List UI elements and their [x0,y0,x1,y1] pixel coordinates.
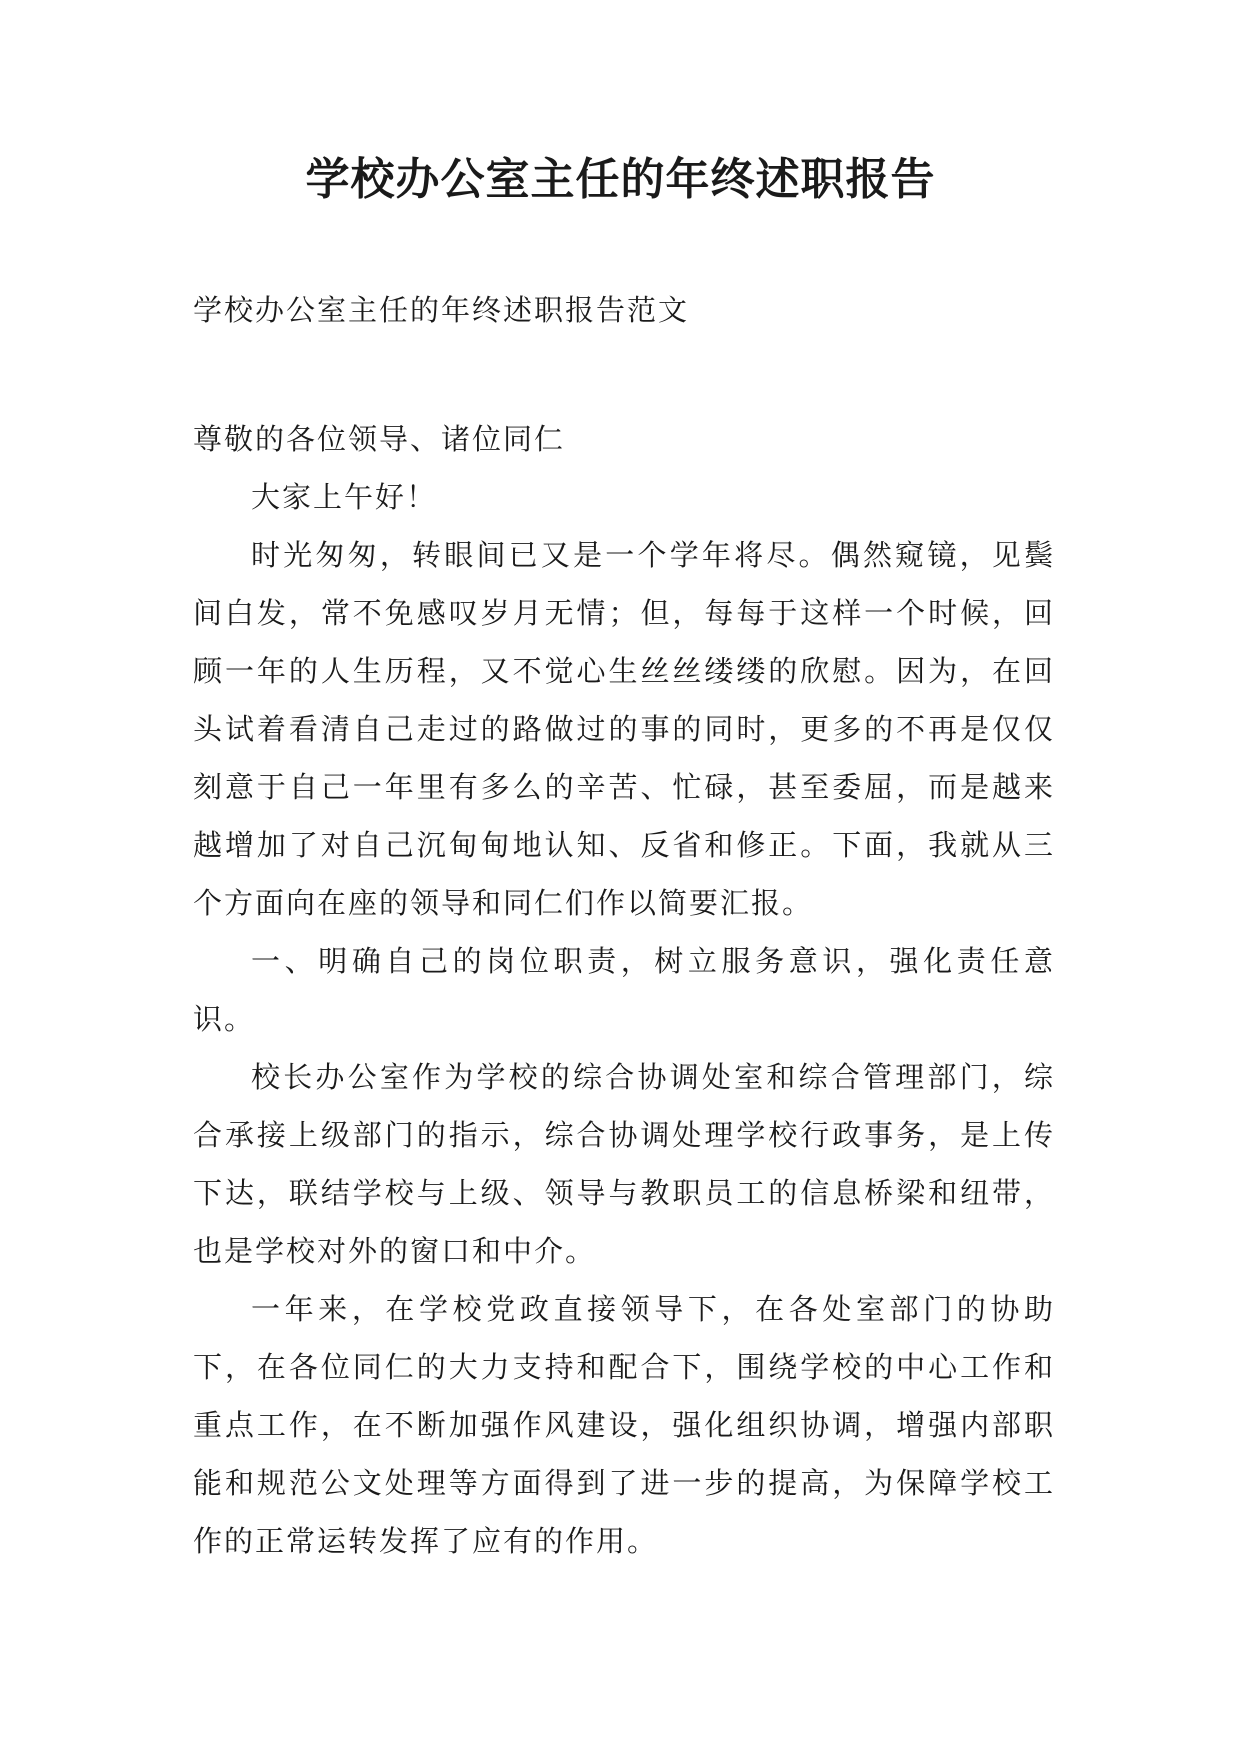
salutation: 尊敬的各位领导、诸位同仁 [193,422,566,456]
greeting: 大家上午好！ [251,480,438,514]
document-subtitle: 学校办公室主任的年终述职报告范文 [193,293,690,327]
paragraph-office-role: 校长办公室作为学校的综合协调处室和综合管理部门，综合承接上级部门的指示，综合协调处理学校行政事务，是上传下达，联结学校与上级、领导与教职员工的信息桥梁和纽带，也是学校对外的窗口和中介。 [193,1060,1055,1268]
section-heading-1: 一、明确自己的岗位职责，树立服务意识，强化责任意识。 [193,944,1055,1036]
document-body [193,410,1055,1570]
paragraph-intro: 时光匆匆，转眼间已又是一个学年将尽。偶然窥镜，见鬓间白发，常不免感叹岁月无情；但，每每于这样一个时候，回顾一年的人生历程，又不觉心生丝丝缕缕的欣慰。因为，在回头试着看清自己走过的路做过的事的同时，更多的不再是仅仅刻意于自己一年里有多么的辛苦、忙碌，甚至委屈，而是越来越增加了对自己沉甸甸地认知、反省和修正。下面，我就从三个方面向在座的领导和同仁们作以简要汇报。 [193,538,1055,920]
paragraph-year-review: 一年来，在学校党政直接领导下，在各处室部门的协助下，在各位同仁的大力支持和配合下，围绕学校的中心工作和重点工作，在不断加强作风建设，强化组织协调，增强内部职能和规范公文处理等方面得到了进一步的提高，为保障学校工作的正常运转发挥了应有的作用。 [193,1292,1055,1558]
document-title: 学校办公室主任的年终述职报告 [305,154,936,205]
